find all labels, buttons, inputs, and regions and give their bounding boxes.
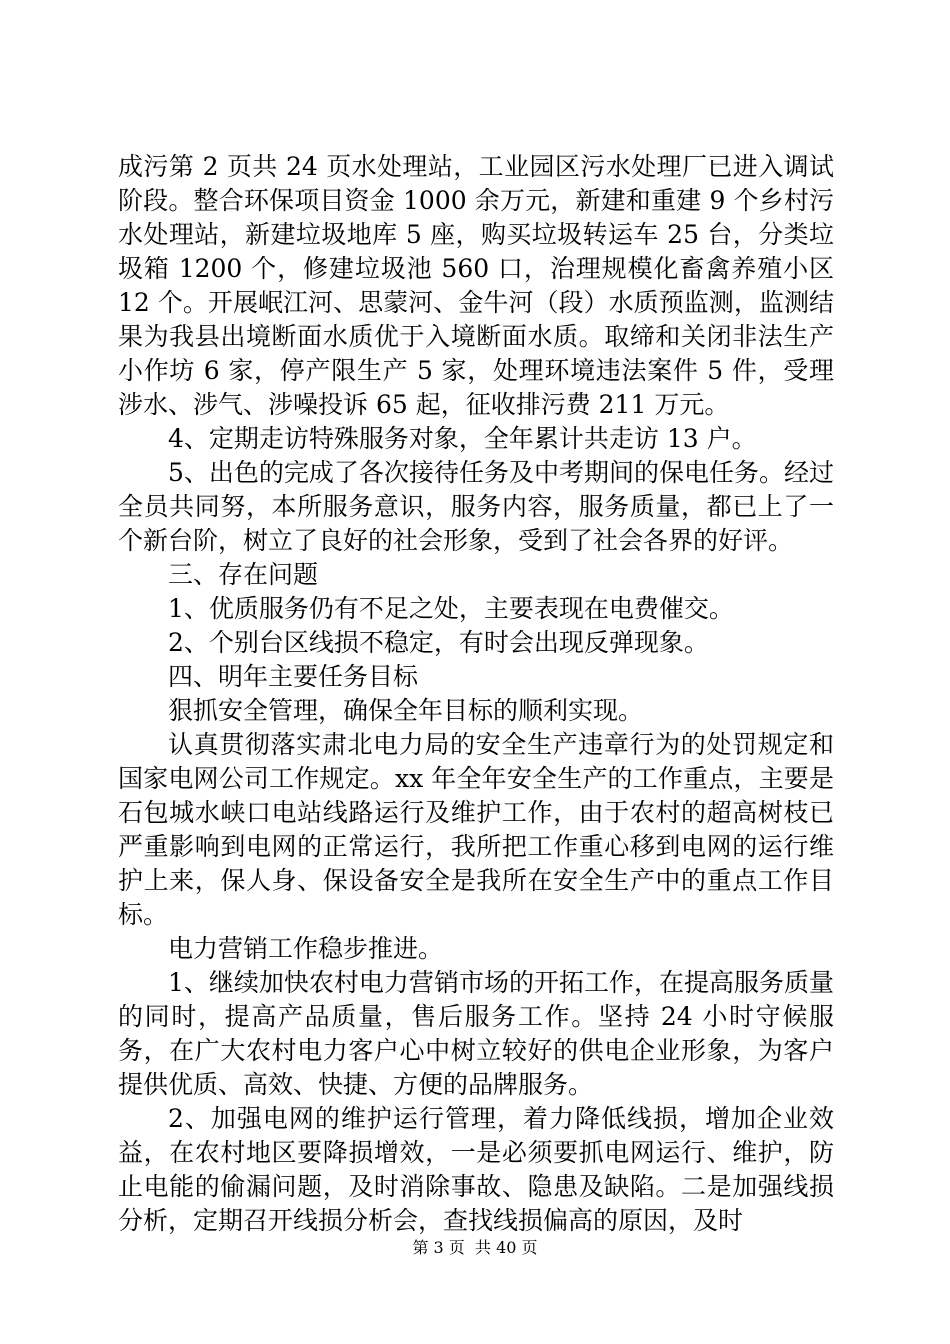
paragraph-1: 成污第 2 页共 24 页水处理站，工业园区污水处理厂已进入调试阶段。整合环保项目资金 1000 余万元，新建和重建 9 个乡村污水处理站，新建垃圾地库 5 座，购买垃圾转运车 25 台，分类垃圾箱 1200 个，修建垃圾池 560 口，治理规模化畜禽养殖小区 12 个。开展岷江河、思蒙河、金牛河（段）水质预监测，监测结果为我县出境断面水质优于入境断面水质。取缔和关闭非法生产小作坊 6 家，停产限生产 5 家，处理环境违法案件 5 件，受理涉水、涉气、涉噪投诉 65 起，征收排污费 211 万元。	[118, 152, 834, 419]
heading-goals: 四、明年主要任务目标	[168, 662, 419, 691]
document-body	[118, 150, 834, 1238]
heading-problems: 三、存在问题	[168, 560, 319, 589]
footer-page-number: 第 3 页	[412, 1238, 465, 1257]
subheading-safety: 狠抓安全管理，确保全年目标的顺利实现。	[168, 696, 644, 725]
paragraph-problem-2: 2、个别台区线损不稳定，有时会出现反弹现象。	[168, 628, 709, 657]
page-footer	[0, 1238, 950, 1258]
subheading-marketing: 电力营销工作稳步推进。	[168, 934, 444, 963]
paragraph-3: 5、出色的完成了各次接待任务及中考期间的保电任务。经过全员共同努，本所服务意识，服务内容，服务质量，都已上了一个新台阶，树立了良好的社会形象，受到了社会各界的好评。	[118, 458, 834, 555]
paragraph-marketing-2: 2、加强电网的维护运行管理，着力降低线损，增加企业效益，在农村地区要降损增效，一是必须要抓电网运行、维护，防止电能的偷漏问题，及时消除事故、隐患及缺陷。二是加强线损分析，定期召开线损分析会，查找线损偏高的原因，及时	[118, 1104, 834, 1235]
paragraph-2: 4、定期走访特殊服务对象，全年累计共走访 13 户。	[168, 424, 757, 453]
paragraph-problem-1: 1、优质服务仍有不足之处，主要表现在电费催交。	[168, 594, 734, 623]
paragraph-safety: 认真贯彻落实肃北电力局的安全生产违章行为的处罚规定和国家电网公司工作规定。xx 年全年安全生产的工作重点，主要是石包城水峡口电站线路运行及维护工作，由于农村的超高树枝已严重影响到电网的正常运行，我所把工作重心移到电网的运行维护上来，保人身、保设备安全是我所在安全生产中的重点工作目标。	[118, 730, 834, 929]
footer-total-pages: 共 40 页	[474, 1238, 538, 1257]
paragraph-marketing-1: 1、继续加快农村电力营销市场的开拓工作，在提高服务质量的同时，提高产品质量，售后服务工作。坚持 24 小时守候服务，在广大农村电力客户心中树立较好的供电企业形象，为客户提供优质、高效、快捷、方便的品牌服务。	[118, 968, 834, 1099]
